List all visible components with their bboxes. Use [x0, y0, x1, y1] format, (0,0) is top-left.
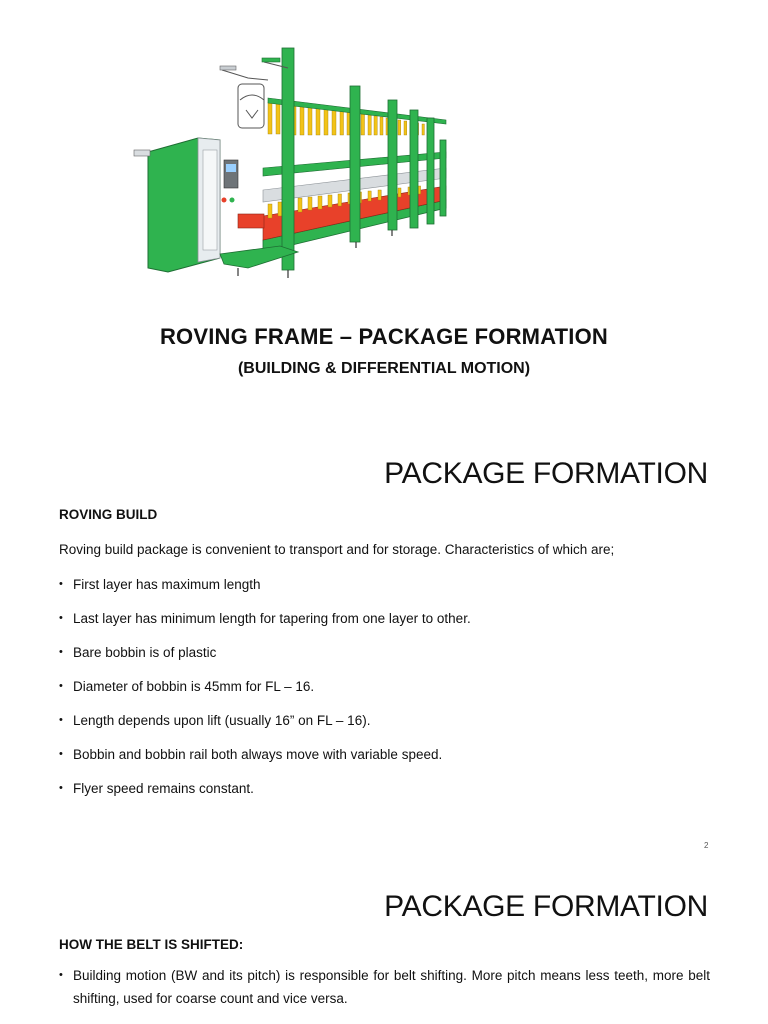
roving-frame-illustration [128, 40, 458, 280]
subheading-belt-shift: HOW THE BELT IS SHIFTED: [59, 937, 244, 952]
page-number: 2 [704, 841, 709, 850]
list-item: • Flyer speed remains constant. [59, 777, 710, 811]
characteristics-list [59, 573, 710, 811]
section-heading: PACKAGE FORMATION [384, 457, 708, 490]
list-item: • Last layer has minimum length for tapering from one layer to other. [59, 607, 710, 641]
slide-title: ROVING FRAME – PACKAGE FORMATION [159, 324, 609, 349]
list-item: • Diameter of bobbin is 45mm for FL – 16. [59, 675, 710, 709]
subheading-roving-build: ROVING BUILD [59, 507, 158, 522]
list-item: • Length depends upon lift (usually 16” on FL – 16). [59, 709, 710, 743]
list-item: • First layer has maximum length [59, 573, 710, 607]
list-item: • Building motion (BW and its pitch) is responsible for belt shifting. More pitch means less teeth, more belt shifting, used for coarse count and vice versa. [59, 964, 710, 1010]
slide-subtitle: (BUILDING & DIFFERENTIAL MOTION) [237, 360, 531, 377]
intro-paragraph: Roving build package is convenient to transport and for storage. Characteristics of which are; [59, 542, 615, 557]
belt-shift-list [59, 964, 710, 1010]
list-item: • Bare bobbin is of plastic [59, 641, 710, 675]
list-item: • Bobbin and bobbin rail both always move with variable speed. [59, 743, 710, 777]
section-heading-2: PACKAGE FORMATION [384, 890, 708, 923]
